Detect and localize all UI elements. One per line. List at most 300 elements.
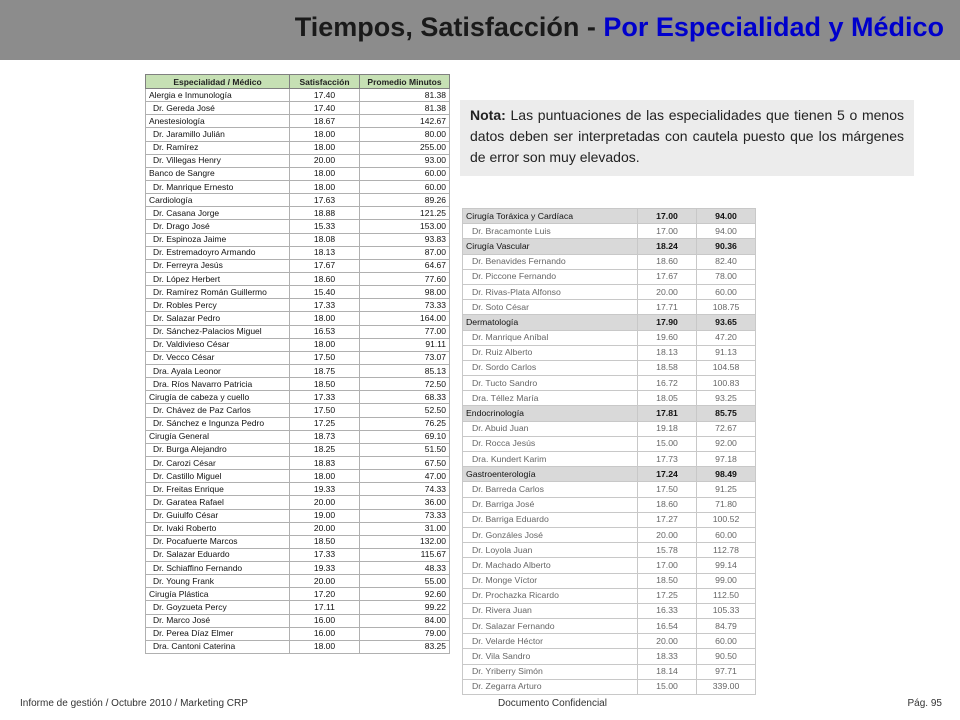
name-cell: Dr. Manrique Aníbal (463, 330, 638, 345)
satisfaction-cell: 20.00 (638, 284, 697, 299)
minutes-cell: 105.33 (697, 603, 756, 618)
doctor-row (463, 603, 756, 618)
doctor-row (146, 522, 450, 535)
doctor-row (146, 128, 450, 141)
satisfaction-cell: 18.50 (290, 535, 360, 548)
minutes-cell: 47.00 (360, 470, 450, 483)
minutes-cell: 81.38 (360, 102, 450, 115)
doctor-row (146, 180, 450, 193)
title-bar (0, 0, 960, 60)
doctor-row (463, 224, 756, 239)
satisfaction-cell: 18.05 (638, 391, 697, 406)
satisfaction-cell: 18.25 (290, 443, 360, 456)
name-cell: Dr. Ruiz Alberto (463, 345, 638, 360)
name-cell: Dr. Estremadoyro Armando (146, 246, 290, 259)
name-cell: Dr. Rivera Juan (463, 603, 638, 618)
doctor-row (146, 378, 450, 391)
satisfaction-cell: 16.00 (290, 614, 360, 627)
minutes-cell: 98.49 (697, 467, 756, 482)
satisfaction-cell: 18.00 (290, 338, 360, 351)
name-cell: Cirugía Toráxica y Cardíaca (463, 209, 638, 224)
name-cell: Dr. Piccone Fernando (463, 269, 638, 284)
name-cell: Dr. Machado Alberto (463, 558, 638, 573)
satisfaction-cell: 18.00 (290, 312, 360, 325)
minutes-cell: 153.00 (360, 220, 450, 233)
satisfaction-cell: 16.00 (290, 627, 360, 640)
title-main: Tiempos, Satisfacción - (294, 12, 604, 42)
doctor-row (463, 391, 756, 406)
name-cell: Dr. Salazar Pedro (146, 312, 290, 325)
header-satisfaction: Satisfacción (290, 75, 360, 89)
name-cell: Dr. Sánchez e Ingunza Pedro (146, 417, 290, 430)
minutes-cell: 79.00 (360, 627, 450, 640)
satisfaction-cell: 16.53 (290, 325, 360, 338)
satisfaction-cell: 18.58 (638, 360, 697, 375)
satisfaction-cell: 20.00 (290, 154, 360, 167)
doctor-row (146, 614, 450, 627)
minutes-cell: 91.25 (697, 482, 756, 497)
minutes-cell: 51.50 (360, 443, 450, 456)
satisfaction-cell: 19.33 (290, 562, 360, 575)
minutes-cell: 74.33 (360, 483, 450, 496)
doctor-row (146, 154, 450, 167)
minutes-cell: 90.36 (697, 239, 756, 254)
satisfaction-cell: 17.90 (638, 315, 697, 330)
doctor-row (146, 272, 450, 285)
satisfaction-cell: 18.67 (290, 115, 360, 128)
name-cell: Dr. Velarde Héctor (463, 634, 638, 649)
satisfaction-cell: 17.50 (638, 482, 697, 497)
satisfaction-cell: 19.60 (638, 330, 697, 345)
minutes-cell: 64.67 (360, 259, 450, 272)
minutes-cell: 60.00 (360, 180, 450, 193)
satisfaction-cell: 17.63 (290, 194, 360, 207)
minutes-cell: 164.00 (360, 312, 450, 325)
specialty-row (146, 115, 450, 128)
minutes-cell: 121.25 (360, 207, 450, 220)
satisfaction-cell: 17.67 (290, 259, 360, 272)
doctor-row (463, 619, 756, 634)
satisfaction-cell: 17.24 (638, 467, 697, 482)
footer-page-number: Pág. 95 (907, 698, 942, 709)
doctor-row (463, 376, 756, 391)
name-cell: Dr. Zegarra Arturo (463, 679, 638, 694)
doctor-row (146, 575, 450, 588)
minutes-cell: 67.50 (360, 456, 450, 469)
satisfaction-cell: 18.75 (290, 364, 360, 377)
footer-confidential: Documento Confidencial (498, 698, 607, 709)
name-cell: Dr. Gonzáles José (463, 527, 638, 542)
doctor-row (463, 254, 756, 269)
name-cell: Dr. Ferreyra Jesús (146, 259, 290, 272)
minutes-cell: 87.00 (360, 246, 450, 259)
satisfaction-cell: 17.00 (638, 224, 697, 239)
doctor-row (146, 312, 450, 325)
satisfaction-cell: 16.72 (638, 376, 697, 391)
doctor-row (146, 548, 450, 561)
satisfaction-cell: 15.78 (638, 543, 697, 558)
satisfaction-cell: 20.00 (290, 496, 360, 509)
satisfaction-cell: 17.33 (290, 548, 360, 561)
minutes-cell: 93.25 (697, 391, 756, 406)
minutes-cell: 85.13 (360, 364, 450, 377)
doctor-row (463, 558, 756, 573)
minutes-cell: 100.83 (697, 376, 756, 391)
satisfaction-cell: 15.40 (290, 286, 360, 299)
doctor-row (146, 627, 450, 640)
name-cell: Dr. Ramírez Román Guillermo (146, 286, 290, 299)
minutes-cell: 112.50 (697, 588, 756, 603)
satisfaction-cell: 15.00 (638, 436, 697, 451)
name-cell: Dr. Guiulfo César (146, 509, 290, 522)
minutes-cell: 98.00 (360, 286, 450, 299)
satisfaction-cell: 20.00 (290, 575, 360, 588)
satisfaction-cell: 18.83 (290, 456, 360, 469)
satisfaction-cell: 18.24 (638, 239, 697, 254)
name-cell: Anestesiología (146, 115, 290, 128)
note-label: Nota: (470, 107, 506, 123)
doctor-row (146, 325, 450, 338)
name-cell: Dr. Monge Víctor (463, 573, 638, 588)
minutes-cell: 52.50 (360, 404, 450, 417)
minutes-cell: 72.67 (697, 421, 756, 436)
name-cell: Endocrinología (463, 406, 638, 421)
doctor-row (146, 443, 450, 456)
header-specialty: Especialidad / Médico (146, 75, 290, 89)
satisfaction-cell: 18.73 (290, 430, 360, 443)
title-highlight: Por Especialidad y Médico (603, 12, 944, 42)
name-cell: Dr. Perea Díaz Elmer (146, 627, 290, 640)
doctor-row (463, 588, 756, 603)
doctor-row (146, 246, 450, 259)
satisfaction-cell: 17.50 (290, 351, 360, 364)
specialty-row (463, 315, 756, 330)
minutes-cell: 48.33 (360, 562, 450, 575)
minutes-cell: 115.67 (360, 548, 450, 561)
note-box (460, 100, 914, 176)
minutes-cell: 68.33 (360, 391, 450, 404)
name-cell: Dr. Bracamonte Luis (463, 224, 638, 239)
doctor-row (463, 421, 756, 436)
name-cell: Dr. Manrique Ernesto (146, 180, 290, 193)
doctor-row (463, 664, 756, 679)
specialty-row (146, 167, 450, 180)
name-cell: Dr. Goyzueta Percy (146, 601, 290, 614)
minutes-cell: 47.20 (697, 330, 756, 345)
minutes-cell: 82.40 (697, 254, 756, 269)
satisfaction-cell: 18.00 (290, 470, 360, 483)
name-cell: Dr. Villegas Henry (146, 154, 290, 167)
name-cell: Dermatología (463, 315, 638, 330)
minutes-cell: 77.60 (360, 272, 450, 285)
doctor-row (463, 543, 756, 558)
minutes-cell: 81.38 (360, 89, 450, 102)
satisfaction-cell: 17.73 (638, 452, 697, 467)
doctor-row (463, 269, 756, 284)
name-cell: Dr. Garatea Rafael (146, 496, 290, 509)
name-cell: Cirugía General (146, 430, 290, 443)
name-cell: Dr. Loyola Juan (463, 543, 638, 558)
minutes-cell: 85.75 (697, 406, 756, 421)
satisfaction-cell: 19.18 (638, 421, 697, 436)
minutes-cell: 142.67 (360, 115, 450, 128)
doctor-row (463, 345, 756, 360)
name-cell: Cirugía Plástica (146, 588, 290, 601)
satisfaction-cell: 18.50 (290, 378, 360, 391)
table-header-row (146, 75, 450, 89)
satisfaction-cell: 18.00 (290, 640, 360, 653)
doctor-row (146, 483, 450, 496)
doctor-row (146, 535, 450, 548)
satisfaction-cell: 18.60 (290, 272, 360, 285)
specialty-table-left (145, 74, 450, 654)
satisfaction-cell: 18.00 (290, 180, 360, 193)
satisfaction-cell: 17.67 (638, 269, 697, 284)
specialty-row (146, 194, 450, 207)
doctor-row (146, 259, 450, 272)
satisfaction-cell: 18.13 (638, 345, 697, 360)
minutes-cell: 36.00 (360, 496, 450, 509)
satisfaction-cell: 19.33 (290, 483, 360, 496)
satisfaction-cell: 17.00 (638, 209, 697, 224)
satisfaction-cell: 17.50 (290, 404, 360, 417)
doctor-row (463, 634, 756, 649)
name-cell: Dra. Ayala Leonor (146, 364, 290, 377)
doctor-row (146, 640, 450, 653)
name-cell: Dr. Gereda José (146, 102, 290, 115)
satisfaction-cell: 17.81 (638, 406, 697, 421)
satisfaction-cell: 17.25 (638, 588, 697, 603)
minutes-cell: 60.00 (697, 634, 756, 649)
name-cell: Dr. Espinoza Jaime (146, 233, 290, 246)
name-cell: Dr. Soto César (463, 300, 638, 315)
satisfaction-cell: 20.00 (638, 634, 697, 649)
minutes-cell: 60.00 (697, 284, 756, 299)
name-cell: Dr. Drago José (146, 220, 290, 233)
minutes-cell: 94.00 (697, 209, 756, 224)
name-cell: Dr. Young Frank (146, 575, 290, 588)
name-cell: Dr. Ivaki Roberto (146, 522, 290, 535)
name-cell: Dr. Sánchez-Palacios Miguel (146, 325, 290, 338)
name-cell: Dr. Carozi César (146, 456, 290, 469)
doctor-row (146, 456, 450, 469)
satisfaction-cell: 17.40 (290, 102, 360, 115)
minutes-cell: 97.18 (697, 452, 756, 467)
name-cell: Dr. Vila Sandro (463, 649, 638, 664)
specialty-row (146, 588, 450, 601)
satisfaction-cell: 18.08 (290, 233, 360, 246)
satisfaction-cell: 18.00 (290, 128, 360, 141)
doctor-row (463, 649, 756, 664)
minutes-cell: 80.00 (360, 128, 450, 141)
name-cell: Dr. Barriga José (463, 497, 638, 512)
name-cell: Alergia e Inmunología (146, 89, 290, 102)
satisfaction-cell: 17.71 (638, 300, 697, 315)
specialty-row (463, 239, 756, 254)
minutes-cell: 99.14 (697, 558, 756, 573)
satisfaction-cell: 20.00 (290, 522, 360, 535)
doctor-row (146, 496, 450, 509)
name-cell: Dra. Kundert Karim (463, 452, 638, 467)
specialty-table-right (462, 208, 756, 695)
name-cell: Dr. Vecco César (146, 351, 290, 364)
minutes-cell: 132.00 (360, 535, 450, 548)
name-cell: Dr. Casana Jorge (146, 207, 290, 220)
specialty-row (146, 430, 450, 443)
minutes-cell: 83.25 (360, 640, 450, 653)
doctor-row (463, 330, 756, 345)
name-cell: Dr. Salazar Fernando (463, 619, 638, 634)
name-cell: Dra. Téllez María (463, 391, 638, 406)
doctor-row (463, 512, 756, 527)
note-text: Las puntuaciones de las especialidades que tienen 5 o menos datos deben ser interpretadas con cautela puesto que los márgenes de error son muy elevados. (470, 107, 904, 165)
minutes-cell: 99.22 (360, 601, 450, 614)
satisfaction-cell: 18.60 (638, 497, 697, 512)
doctor-row (463, 679, 756, 694)
name-cell: Dr. Salazar Eduardo (146, 548, 290, 561)
name-cell: Dr. Rivas-Plata Alfonso (463, 284, 638, 299)
name-cell: Dr. Ramírez (146, 141, 290, 154)
doctor-row (146, 404, 450, 417)
minutes-cell: 94.00 (697, 224, 756, 239)
minutes-cell: 31.00 (360, 522, 450, 535)
minutes-cell: 93.00 (360, 154, 450, 167)
doctor-row (146, 351, 450, 364)
satisfaction-cell: 18.14 (638, 664, 697, 679)
minutes-cell: 60.00 (697, 527, 756, 542)
name-cell: Dr. Benavides Fernando (463, 254, 638, 269)
doctor-row (146, 141, 450, 154)
doctor-row (146, 207, 450, 220)
name-cell: Dr. Marco José (146, 614, 290, 627)
minutes-cell: 73.33 (360, 509, 450, 522)
minutes-cell: 104.58 (697, 360, 756, 375)
doctor-row (146, 509, 450, 522)
satisfaction-cell: 20.00 (638, 527, 697, 542)
satisfaction-cell: 15.00 (638, 679, 697, 694)
name-cell: Dr. Burga Alejandro (146, 443, 290, 456)
minutes-cell: 69.10 (360, 430, 450, 443)
satisfaction-cell: 18.00 (290, 167, 360, 180)
name-cell: Dr. Jaramillo Julián (146, 128, 290, 141)
header-avg-minutes: Promedio Minutos (360, 75, 450, 89)
minutes-cell: 60.00 (360, 167, 450, 180)
minutes-cell: 112.78 (697, 543, 756, 558)
doctor-row (463, 452, 756, 467)
name-cell: Dr. Freitas Enrique (146, 483, 290, 496)
minutes-cell: 72.50 (360, 378, 450, 391)
name-cell: Dr. Yriberry Simón (463, 664, 638, 679)
minutes-cell: 99.00 (697, 573, 756, 588)
name-cell: Cardiología (146, 194, 290, 207)
minutes-cell: 100.52 (697, 512, 756, 527)
minutes-cell: 84.00 (360, 614, 450, 627)
doctor-row (146, 417, 450, 430)
satisfaction-cell: 18.33 (638, 649, 697, 664)
satisfaction-cell: 19.00 (290, 509, 360, 522)
minutes-cell: 97.71 (697, 664, 756, 679)
doctor-row (146, 286, 450, 299)
doctor-row (146, 364, 450, 377)
satisfaction-cell: 17.27 (638, 512, 697, 527)
name-cell: Dra. Cantoni Caterina (146, 640, 290, 653)
specialty-row (463, 406, 756, 421)
doctor-row (146, 338, 450, 351)
name-cell: Banco de Sangre (146, 167, 290, 180)
name-cell: Dr. Barreda Carlos (463, 482, 638, 497)
name-cell: Dr. Schiaffino Fernando (146, 562, 290, 575)
name-cell: Dr. Tucto Sandro (463, 376, 638, 391)
minutes-cell: 73.33 (360, 299, 450, 312)
name-cell: Gastroenterología (463, 467, 638, 482)
name-cell: Dr. López Herbert (146, 272, 290, 285)
minutes-cell: 339.00 (697, 679, 756, 694)
satisfaction-cell: 18.00 (290, 141, 360, 154)
satisfaction-cell: 17.33 (290, 391, 360, 404)
minutes-cell: 76.25 (360, 417, 450, 430)
satisfaction-cell: 18.13 (290, 246, 360, 259)
satisfaction-cell: 17.11 (290, 601, 360, 614)
doctor-row (146, 102, 450, 115)
doctor-row (463, 497, 756, 512)
doctor-row (463, 482, 756, 497)
minutes-cell: 77.00 (360, 325, 450, 338)
name-cell: Dr. Robles Percy (146, 299, 290, 312)
name-cell: Dr. Barriga Eduardo (463, 512, 638, 527)
doctor-row (146, 601, 450, 614)
satisfaction-cell: 17.00 (638, 558, 697, 573)
minutes-cell: 89.26 (360, 194, 450, 207)
doctor-row (463, 573, 756, 588)
doctor-row (463, 527, 756, 542)
satisfaction-cell: 17.33 (290, 299, 360, 312)
specialty-row (146, 391, 450, 404)
page-title (295, 12, 944, 43)
name-cell: Dr. Abuid Juan (463, 421, 638, 436)
satisfaction-cell: 17.25 (290, 417, 360, 430)
minutes-cell: 71.80 (697, 497, 756, 512)
minutes-cell: 78.00 (697, 269, 756, 284)
minutes-cell: 91.13 (697, 345, 756, 360)
name-cell: Dr. Pocafuerte Marcos (146, 535, 290, 548)
minutes-cell: 92.60 (360, 588, 450, 601)
minutes-cell: 108.75 (697, 300, 756, 315)
specialty-row (146, 89, 450, 102)
name-cell: Dr. Rocca Jesús (463, 436, 638, 451)
minutes-cell: 92.00 (697, 436, 756, 451)
specialty-row (463, 467, 756, 482)
doctor-row (146, 233, 450, 246)
doctor-row (146, 562, 450, 575)
doctor-row (146, 470, 450, 483)
doctor-row (146, 299, 450, 312)
name-cell: Cirugía Vascular (463, 239, 638, 254)
minutes-cell: 93.65 (697, 315, 756, 330)
satisfaction-cell: 16.33 (638, 603, 697, 618)
doctor-row (463, 436, 756, 451)
name-cell: Dra. Ríos Navarro Patricia (146, 378, 290, 391)
name-cell: Dr. Castillo Miguel (146, 470, 290, 483)
minutes-cell: 90.50 (697, 649, 756, 664)
specialty-row (463, 209, 756, 224)
minutes-cell: 55.00 (360, 575, 450, 588)
name-cell: Dr. Prochazka Ricardo (463, 588, 638, 603)
minutes-cell: 91.11 (360, 338, 450, 351)
name-cell: Cirugía de cabeza y cuello (146, 391, 290, 404)
satisfaction-cell: 18.60 (638, 254, 697, 269)
minutes-cell: 255.00 (360, 141, 450, 154)
doctor-row (463, 284, 756, 299)
